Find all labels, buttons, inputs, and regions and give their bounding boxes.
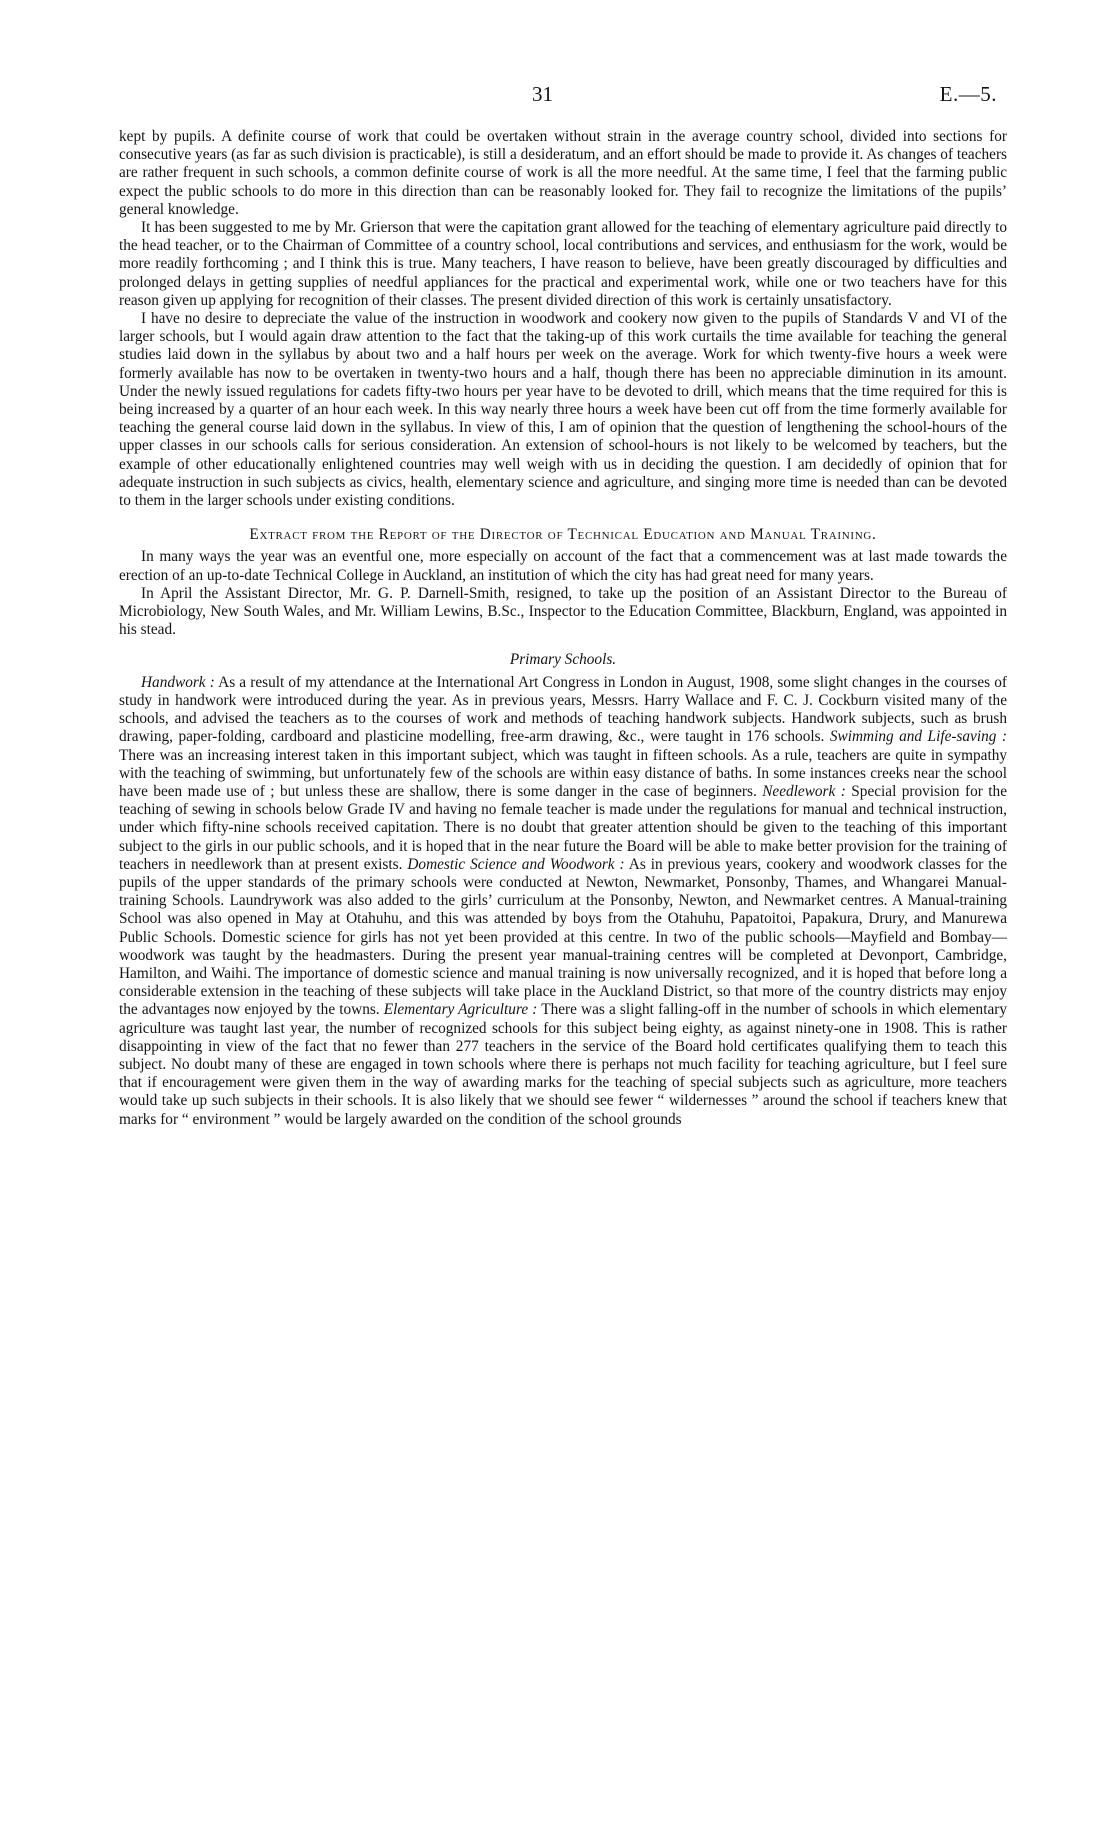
page-header	[0, 82, 1114, 112]
page-number: 31	[532, 82, 553, 106]
paragraph-technical-college: In many ways the year was an eventful one, more especially on account of the fact that a commencement was at last made towards the erection of an up-to-date Technical College in Auckland, an institution of which the city has had great need for many years.	[119, 548, 1007, 584]
section-heading-technical-education: Extract from the Report of the Director of Technical Education and Manual Training.	[249, 526, 877, 544]
term-swimming: Swimming and Life-saving :	[829, 728, 1007, 746]
paragraph-primary-schools	[119, 674, 1007, 1129]
document-reference: E.—5.	[939, 82, 997, 106]
paragraph-capitation-grant: It has been suggested to me by Mr. Grierson that were the capitation grant allowed for the teaching of elementary agriculture paid directly to the head teacher, or to the Chairman of Committee of a country school, local contributions and services, and enthusiasm for the work, would be more readily forthcoming ; and I think this is true. Many teachers, I have reason to believe, have been greatly discouraged by difficulties and prolonged delays in getting supplies of needful appliances for the practical and experimental work, while one or two teachers have for this reason given up applying for recognition of their classes. The present divided direction of this work is certainly unsatisfactory.	[119, 219, 1007, 309]
term-agriculture: Elementary Agriculture :	[383, 1001, 538, 1019]
text-agriculture: There was a slight falling-off in the number of schools in which elementary agriculture was taught last year, the number of recognized schools for this subject being eighty, as against ninety-one in 1908. This is rather disappointing in view of the fact that no fewer than 277 teachers in the service of the Board hold certificates qualifying them to teach this subject. No doubt many of these are engaged in town schools where there is perhaps not much facility for teaching agriculture, but I feel sure that if encouragement were given them in the way of awarding marks for the teaching of special subjects such as agriculture, more teachers would take up such subjects in their schools. It is also likely that we should see fewer “ wildernesses ” around the school if teachers knew that marks for “ environment ” would be largely awarded on the condition of the school grounds	[119, 1001, 1007, 1128]
text-handwork: As a result of my attendance at the International Art Congress in London in August, 1908, some slight changes in the courses of study in handwork were introduced during the year. As in previous years, Messrs. Harry Wallace and F. C. J. Cockburn visited many of the schools, and advised the teachers as to the courses of work and methods of teaching handwork subjects. Handwork subjects, such as brush drawing, paper-folding, cardboard and plasticine modelling, free-arm drawing, &c., were taught in 176 schools.	[119, 673, 1007, 746]
text-needlework: Special provision for the teaching of sewing in schools below Grade IV and having no female teacher is made under the regulations for manual and technical instruction, under which fifty-nine schools received capitation. There is no doubt that greater attention should be given to the teaching of this important subject to the girls in our public schools, and it is hoped that in the near future the Board will be able to make better provision for the training of teachers in needlework than at present exists.	[119, 782, 1007, 873]
term-domestic-science: Domestic Science and Woodwork :	[407, 855, 625, 873]
paragraph-country-school-course: kept by pupils. A definite course of work that could be overtaken without strain in the average country school, divided into sections for consecutive years (as far as such division is practicable), is still a desideratum, and an effort should be made to provide it. As changes of teachers are rather frequent in such schools, a common definite course of work is all the more needful. At the same time, I feel that the farming public expect the public schools to do more in this direction than can be reasonably looked for. They fail to recognize the limitations of the pupils’ general knowledge.	[119, 128, 1007, 218]
paragraph-assistant-director: In April the Assistant Director, Mr. G. P. Darnell-Smith, resigned, to take up the position of an Assistant Director to the Bureau of Microbiology, New South Wales, and Mr. William Lewins, B.Sc., Inspector to the Education Committee, Blackburn, England, was appointed in his stead.	[119, 584, 1007, 639]
text-swimming: There was an increasing interest taken in this important subject, which was taught in fifteen schools. As a rule, teachers are quite in sympathy with the teaching of swimming, but unfortunately few of the schools are within easy distance of baths. In some instances creeks near the school have been made use of ; but unless these are shallow, there is some danger in the case of beginners.	[119, 746, 1007, 800]
paragraph-school-hours: I have no desire to depreciate the value of the instruction in woodwork and cookery now given to the pupils of Standards V and VI of the larger schools, but I would again draw attention to the fact that the taking-up of this work curtails the time available for teaching the general studies laid down in the syllabus by about two and a half hours per week on the average. Work for which twenty-five hours a week were formerly available has now to be overtaken in twenty-two hours and a half, though there has been no appreciable diminution in its amount. Under the newly issued regulations for cadets fifty-two hours per year have to be devoted to drill, which means that the time required for this is being increased by a quarter of an hour each week. In this way nearly three hours a week have been cut off from the time formerly available for teaching the general course laid down in the syllabus. In view of this, I am of opinion that the question of lengthening the school-hours of the upper classes in our schools calls for serious consideration. An extension of school-hours is not likely to be welcomed by teachers, but the example of other educationally enlightened countries may well weigh with us in deciding the question. I am decidedly of opinion that for adequate instruction in such subjects as civics, health, elementary science and agriculture, and singing more time is needed than can be devoted to them in the larger schools under existing conditions.	[119, 310, 1007, 510]
text-domestic-science: As in previous years, cookery and woodwork classes for the pupils of the upper standards of the primary schools were conducted at Newton, Newmarket, Ponsonby, Thames, and Whangarei Manual-training Schools. Laundrywork was also added to the girls’ curriculum at the Ponsonby, Newton, and Newmarket centres. A Manual-training School was also opened in May at Otahuhu, and this was attended by boys from the Otahuhu, Papatoitoi, Papakura, Drury, and Manurewa Public Schools. Domestic science for girls has not yet been provided at this centre. In two of the public schools—Mayfield and Bombay—woodwork was taught by the headmasters. During the present year manual-training centres will be completed at Devonport, Cambridge, Hamilton, and Waihi. The importance of domestic science and manual training is now universally recognized, and it is hoped that before long a considerable extension in the teaching of these subjects will take place in the Auckland District, so that more of the country districts may enjoy the advantages now enjoyed by the towns.	[119, 855, 1007, 1019]
term-needlework: Needlework :	[762, 782, 846, 800]
term-handwork: Handwork :	[141, 673, 215, 691]
body-text	[119, 128, 1007, 1129]
subheading-primary-schools: Primary Schools.	[509, 651, 617, 669]
